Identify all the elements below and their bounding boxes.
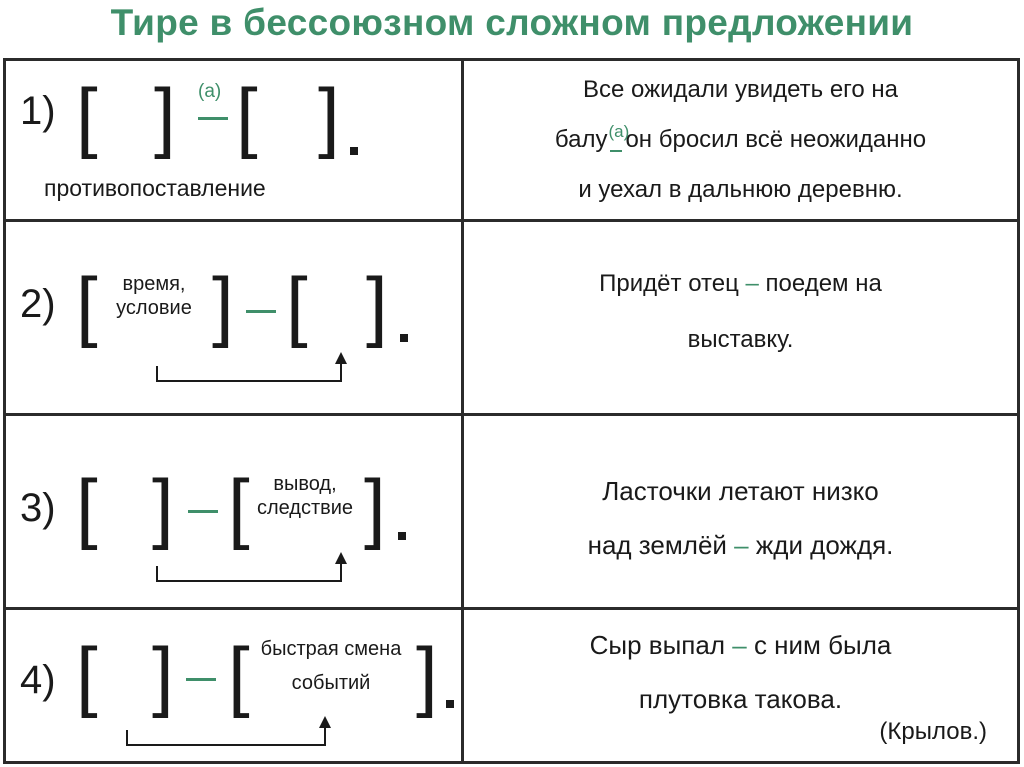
dash-mark: [186, 678, 216, 681]
row-number: 2): [20, 282, 56, 326]
inner-text: вывод, следствие: [256, 473, 354, 519]
row-number: 4): [20, 658, 56, 702]
dash-mark: [246, 310, 276, 313]
example-line: над землёй – жди дождя.: [587, 530, 894, 560]
scheme-cell: [6, 222, 461, 413]
example-line: Придёт отец – поедем на: [599, 270, 882, 297]
example-cell: [464, 416, 1017, 607]
example-line: и уехал в дальнюю деревню.: [578, 176, 903, 203]
period-dot: [398, 532, 406, 540]
dash-mark: [188, 510, 218, 513]
open-bracket: [: [76, 631, 98, 719]
close-bracket: ]: [154, 72, 176, 160]
a-label: (а): [608, 122, 630, 141]
example-cell: [464, 61, 1017, 219]
rules-table: [3, 58, 1020, 764]
scheme-cell: [6, 610, 461, 761]
scheme-cell: [6, 416, 461, 607]
arrow-bracket: [126, 730, 326, 746]
arrow-bracket: [156, 566, 342, 582]
example-line: выставку.: [687, 326, 794, 353]
arrow-bracket: [156, 366, 342, 382]
close-bracket: ]: [318, 72, 340, 160]
scheme-cell: [6, 61, 461, 219]
attribution: (Крылов.): [879, 718, 987, 745]
arrow-head-icon: [335, 552, 347, 564]
table-row: [6, 61, 1017, 219]
example-line: плутовка такова.: [638, 684, 843, 714]
row-number: 3): [20, 486, 56, 530]
example-cell: [464, 222, 1017, 413]
example-line: Все ожидали увидеть его на: [582, 76, 899, 103]
example-line: балу (а) он бросил всё неожиданно: [554, 122, 927, 153]
inner-text: быстрая смена событий: [260, 638, 402, 694]
period-dot: [446, 700, 454, 708]
inner-text: время, условие: [116, 273, 192, 319]
open-bracket: [: [228, 631, 250, 719]
example-line: Сыр выпал – с ним была: [589, 630, 892, 660]
arrow-head-icon: [335, 352, 347, 364]
open-bracket: [: [228, 463, 250, 551]
close-bracket: ]: [366, 261, 388, 349]
open-bracket: [: [76, 261, 98, 349]
table-row: [6, 413, 1017, 607]
arrow-head-icon: [319, 716, 331, 728]
close-bracket: ]: [416, 631, 438, 719]
open-bracket: [: [76, 463, 98, 551]
period-dot: [400, 334, 408, 342]
table-row: [6, 219, 1017, 413]
close-bracket: ]: [152, 463, 174, 551]
row-number: 1): [20, 89, 56, 133]
close-bracket: ]: [212, 261, 234, 349]
scheme-caption: противопоставление: [44, 175, 266, 201]
a-label: (а): [198, 81, 222, 102]
close-bracket: ]: [152, 631, 174, 719]
dash-mark: [198, 117, 228, 120]
example-cell: [464, 610, 1017, 761]
period-dot: [350, 147, 358, 155]
page-title: Тире в бессоюзном сложном предложении: [110, 2, 914, 43]
open-bracket: [: [286, 261, 308, 349]
open-bracket: [: [76, 72, 98, 160]
open-bracket: [: [236, 72, 258, 160]
example-line: Ласточки летают низко: [602, 476, 879, 506]
close-bracket: ]: [364, 463, 386, 551]
table-row: [6, 607, 1017, 761]
